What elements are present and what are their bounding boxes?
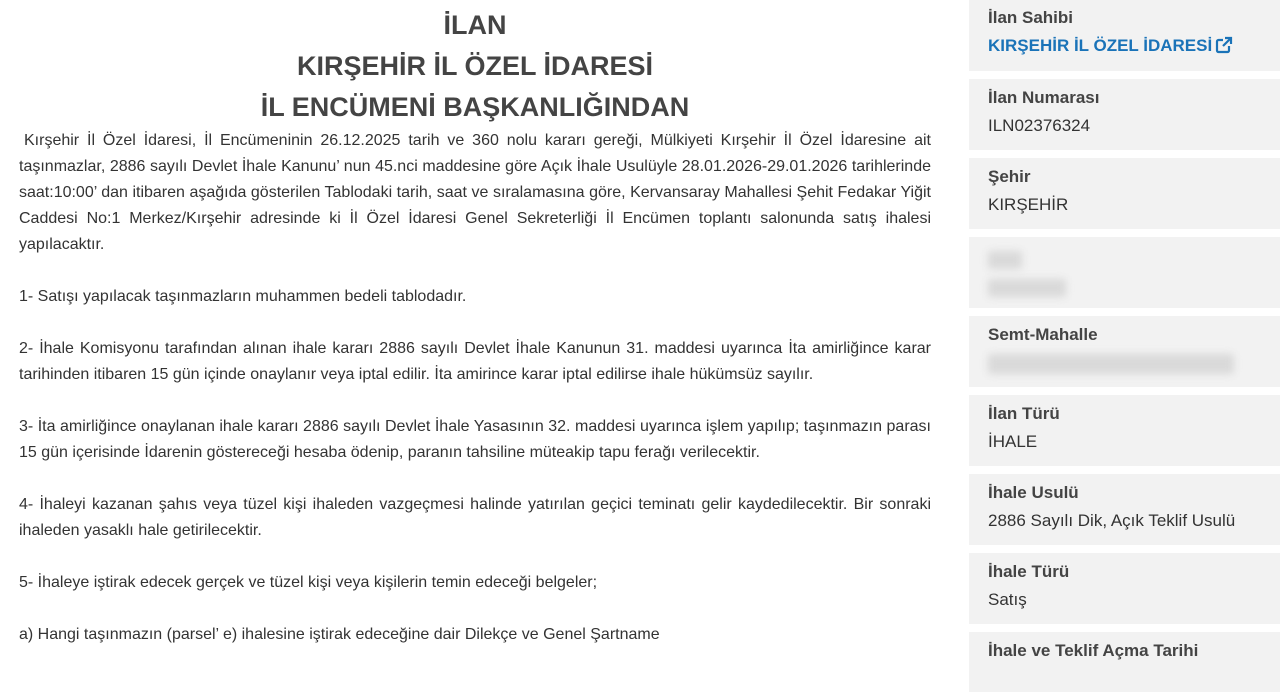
semt-mahalle-redacted-value <box>988 354 1234 374</box>
ilan-sahibi-link[interactable] <box>988 33 1261 62</box>
redacted-label <box>988 251 1022 269</box>
announcement-body <box>19 128 931 648</box>
ihale-teklif-acma-tarihi-label: İhale ve Teklif Açma Tarihi <box>988 641 1199 660</box>
semt-mahalle-label: Semt-Mahalle <box>988 325 1098 344</box>
ilan-sahibi-label: İlan Sahibi <box>988 8 1074 27</box>
paragraph-2: 2- İhale Komisyonu tarafından alınan ihale kararı 2886 sayılı Devlet İhale Kanunun 31. maddesi uyarınca İta amirliğince karar tarihinden itibaren 15 gün içinde onaylanır veya iptal edilir. İta amirince karar iptal edilirse ihale hükümsüz sayılır. <box>19 340 931 383</box>
card-ilan-turu <box>969 395 1280 466</box>
card-ihale-turu <box>969 553 1280 624</box>
paragraph-4: 4- İhaleyi kazanan şahıs veya tüzel kişi ihaleden vazgeçmesi halinde yatırılan geçici teminatı gelir kaydedilecektir. Bir sonraki ihaleden yasaklı hale getirilecektir. <box>19 496 931 539</box>
ihale-usulu-label: İhale Usulü <box>988 483 1079 502</box>
paragraph-1: 1- Satışı yapılacak taşınmazların muhammen bedeli tablodadır. <box>19 288 467 305</box>
paragraph-5a: a) Hangi taşınmazın (parsel’ e) ihalesine iştirak edeceğine dair Dilekçe ve Genel Şartname <box>19 626 660 643</box>
sehir-label: Şehir <box>988 167 1031 186</box>
card-redacted <box>969 237 1280 308</box>
ihale-turu-value: Satış <box>988 590 1027 609</box>
card-semt-mahalle <box>969 316 1280 387</box>
ilan-numarasi-value: ILN02376324 <box>988 116 1091 135</box>
external-link-icon <box>1215 36 1233 62</box>
ihale-turu-label: İhale Türü <box>988 562 1070 581</box>
announcement-content <box>19 0 931 643</box>
card-sehir <box>969 158 1280 229</box>
card-ihale-teklif-acma-tarihi <box>969 632 1280 692</box>
redacted-value <box>988 279 1066 297</box>
card-ihale-usulu <box>969 474 1280 545</box>
ilan-turu-value: İHALE <box>988 432 1038 451</box>
info-sidebar <box>969 0 1280 660</box>
ihale-usulu-value: 2886 Sayılı Dik, Açık Teklif Usulü <box>988 511 1236 530</box>
paragraph-3: 3- İta amirliğince onaylanan ihale kararı 2886 sayılı Devlet İhale Yasasının 32. maddesi uyarınca işlem yapılıp; taşınmazın parası 15 gün içerisinde İdarenin göstereceği hesaba ödenip, paranın tahsiline müteakip tapu ferağı verilecektir. <box>19 418 931 461</box>
card-ilan-sahibi <box>969 0 1280 71</box>
paragraph-intro: Kırşehir İl Özel İdaresi, İl Encümeninin 26.12.2025 tarih ve 360 nolu kararı gereği, Mülkiyeti Kırşehir İl Özel İdaresine ait taşınmazlar, 2886 sayılı Devlet İhale Kanunu’ nun 45.nci maddesine göre Açık İhale Usulüyle 28.01.2026-29.01.2026 tarihlerinde saat:10:00’ dan itibaren aşağıda gösterilen Tablodaki tarih, saat ve sıralamasına göre, Kervansaray Mahallesi Şehit Fedakar Yiğit Caddesi No:1 Merkez/Kırşehir adresinde ki İl Özel İdaresi Genel Sekreterliği İl Encümen toplantı salonunda satış ihalesi yapılacaktır. <box>19 132 931 253</box>
ilan-numarasi-label: İlan Numarası <box>988 88 1100 107</box>
ilan-turu-label: İlan Türü <box>988 404 1060 423</box>
announcement-heading <box>19 0 931 128</box>
ilan-sahibi-value: KIRŞEHİR İL ÖZEL İDARESİ <box>988 36 1213 55</box>
heading-line-1: İLAN <box>443 10 507 40</box>
paragraph-5: 5- İhaleye iştirak edecek gerçek ve tüzel kişi veya kişilerin temin edeceği belgeler; <box>19 574 598 591</box>
sehir-value: KIRŞEHİR <box>988 195 1069 214</box>
card-ilan-numarasi <box>969 79 1280 150</box>
heading-line-3: İL ENCÜMENİ BAŞKANLIĞINDAN <box>260 92 690 122</box>
heading-line-2: KIRŞEHİR İL ÖZEL İDARESİ <box>296 51 654 81</box>
